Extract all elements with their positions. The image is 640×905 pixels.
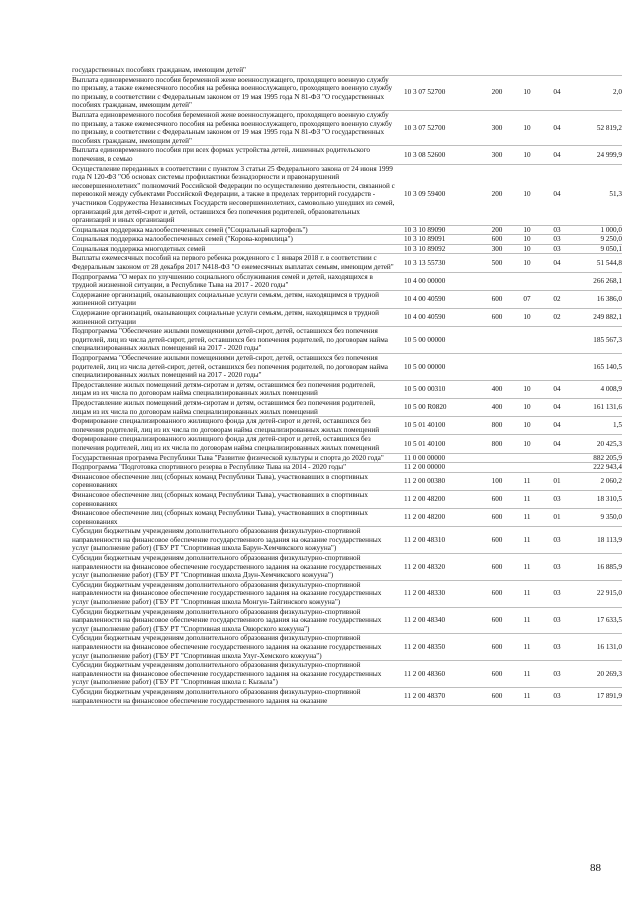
row-section: 11 — [523, 535, 531, 544]
table-row — [72, 399, 622, 417]
row-subsection: 04 — [553, 150, 561, 159]
table-row — [72, 688, 622, 706]
table-row — [72, 454, 622, 464]
row-sum: 52 819,2 — [596, 123, 622, 132]
row-sum: 18 113,9 — [597, 535, 622, 544]
row-code: 10 5 00 00310 — [404, 385, 446, 394]
row-expense-type: 200 — [491, 225, 503, 234]
table-row — [72, 527, 622, 554]
row-subsection: 03 — [553, 535, 561, 544]
row-code: 10 3 08 52600 — [404, 150, 446, 159]
row-name: Подпрограмма "Подготовка спортивного резерва в Республике Тыва на 2014 - 2020 годы" — [72, 463, 347, 472]
table-row — [72, 254, 622, 272]
row-name: Финансовое обеспечение лиц (сборных команд Республики Тыва), участвовавших в спортивных соревнованиях — [72, 509, 368, 526]
row-section: 10 — [523, 385, 531, 394]
row-code: 10 3 10 89091 — [404, 235, 446, 244]
row-sum: 185 567,3 — [593, 335, 622, 344]
row-subsection: 03 — [553, 616, 561, 625]
row-expense-type: 400 — [491, 385, 503, 394]
row-section: 11 — [523, 669, 531, 678]
row-sum: 16 885,9 — [596, 562, 622, 571]
row-subsection: 04 — [553, 258, 561, 267]
row-code: 11 2 00 48320 — [404, 562, 446, 571]
row-subsection: 04 — [553, 88, 561, 97]
row-sum: 17 891,9 — [596, 692, 622, 701]
row-expense-type: 800 — [491, 439, 503, 448]
row-code: 10 4 00 40590 — [404, 295, 446, 304]
table-row — [72, 417, 622, 435]
row-sum: 2,0 — [613, 88, 622, 97]
row-name: Подпрограмма "Обеспечение жилыми помещениями детей-сирот, детей, оставшихся без попечения родителей, лиц из числа детей-сирот, детей, оставшихся без попечения родителей, по договорам найма специализированных жилых помещений на 2017 - 2020 годы" — [72, 327, 388, 353]
table-row — [72, 146, 622, 164]
row-sum: 20 425,3 — [596, 439, 622, 448]
row-expense-type: 200 — [491, 190, 503, 199]
row-section: 11 — [523, 513, 531, 522]
row-sum: 18 310,5 — [596, 495, 622, 504]
row-name: Содержание организаций, оказывающих социальные услуги семьям, детям, находящимся в трудной жизненной ситуации — [72, 290, 379, 308]
row-subsection: 04 — [553, 403, 561, 412]
row-code: 10 3 07 52700 — [404, 123, 446, 132]
row-name: Субсидии бюджетным учреждениям дополнительного образования физкультурно-спортивной направленности на финансовое обеспечение государственного задания на оказание государственных услуг (выполнение работ) (ГБУ РТ "Спортивная школа Улуг-Хемского кожууна") — [72, 634, 382, 660]
row-name: Выплата единовременного пособия беременной жене военнослужащего, проходящего военную службу по призыву, а также ежемесячного пособия на ребенка военнослужащего, проходящего военную службу по призыву, в соответствии с Федеральным законом от 19 мая 1995 года N 81-ФЗ "О государственных пособиях гражданам, имеющим детей" — [72, 75, 393, 110]
table-row — [72, 111, 622, 146]
row-code: 10 5 01 40100 — [404, 439, 446, 448]
row-expense-type: 600 — [491, 513, 503, 522]
row-sum: 1,5 — [613, 421, 622, 430]
row-sum: 165 140,5 — [593, 362, 622, 371]
row-subsection: 04 — [553, 123, 561, 132]
table-row — [72, 509, 622, 527]
row-name: Субсидии бюджетным учреждениям дополнительного образования физкультурно-спортивной направленности на финансовое обеспечение государственного задания на оказание государственных услуг (выполнение работ) (ГБУ РТ "Спортивная школа Монгун-Тайгинского кожууна") — [72, 580, 382, 607]
row-name: Финансовое обеспечение лиц (сборных команд Республики Тыва), участвовавших в спортивных соревнованиях — [72, 490, 368, 508]
row-sum: 161 131,6 — [593, 403, 622, 412]
row-section: 10 — [523, 421, 531, 430]
row-name: Субсидии бюджетным учреждениям дополнительного образования физкультурно-спортивной направленности на финансовое обеспечение государственного задания на оказание государственных услуг (выполнение работ) (ГБУ РТ "Спортивная школа Барун-Хемчикского кожууна") — [72, 527, 382, 553]
row-name: Субсидии бюджетным учреждениям дополнительного образования физкультурно-спортивной направленности на финансовое обеспечение государственного задания на оказание — [72, 687, 361, 705]
row-subsection: 04 — [553, 190, 561, 199]
table-row — [72, 354, 622, 381]
row-section: 10 — [523, 225, 531, 234]
row-section: 07 — [523, 295, 531, 304]
row-sum: 222 943,4 — [593, 463, 622, 472]
row-expense-type: 600 — [491, 589, 503, 598]
row-sum: 24 999,9 — [596, 150, 622, 159]
row-name: Формирование специализированного жилищного фонда для детей-сирот и детей, оставшихся без попечения родителей, лиц из их числа по договорам найма специализированных жилых помещений — [72, 417, 380, 434]
table-row — [72, 291, 622, 309]
row-expense-type: 600 — [491, 313, 503, 322]
row-sum: 2 060,2 — [600, 477, 622, 486]
row-expense-type: 600 — [491, 535, 503, 544]
row-sum: 1 000,0 — [600, 225, 622, 234]
row-name: Субсидии бюджетным учреждениям дополнительного образования физкультурно-спортивной направленности на финансовое обеспечение государственного задания на оказание государственных услуг (выполнение работ) (ГБУ РТ "Спортивная школа Овюрского кожууна") — [72, 607, 382, 633]
row-name: Формирование специализированного жилищного фонда для детей-сирот и детей, оставшихся без попечения родителей, лиц из их числа по договорам найма специализированных жилых помещений — [72, 435, 380, 452]
row-code: 10 5 00 R0820 — [404, 403, 447, 412]
row-subsection: 03 — [553, 643, 561, 651]
row-section: 11 — [523, 589, 531, 598]
row-expense-type: 600 — [491, 616, 503, 625]
table-row — [72, 608, 622, 635]
row-section: 10 — [523, 123, 531, 132]
row-expense-type: 600 — [491, 692, 503, 701]
table-row — [72, 165, 622, 226]
row-code: 11 2 00 00380 — [404, 477, 446, 486]
row-code: 11 2 00 48340 — [404, 616, 446, 625]
row-code: 10 3 07 52700 — [404, 88, 446, 97]
row-expense-type: 800 — [491, 421, 503, 430]
row-name: Предоставление жилых помещений детям-сиротам и детям, оставшимся без попечения родителей, лицам из их числа по договорам найма специализированных жилых помещений — [72, 398, 376, 416]
table-row — [72, 235, 622, 245]
row-section: 11 — [523, 495, 531, 504]
row-name: Выплата единовременного пособия при всех формах устройства детей, лишенных родительского попечения, в семью — [72, 146, 371, 163]
row-name: Социальная поддержка малообеспеченных семей ("Корова-кормилица") — [72, 235, 293, 244]
row-expense-type: 600 — [491, 562, 503, 571]
row-section: 10 — [523, 313, 531, 322]
row-section: 11 — [523, 692, 531, 701]
row-code: 10 5 00 00000 — [404, 362, 446, 371]
table-row — [72, 661, 622, 688]
table-row — [72, 473, 622, 491]
row-code: 11 2 00 00000 — [404, 463, 446, 472]
row-code: 10 4 00 40590 — [404, 313, 446, 322]
row-expense-type: 600 — [491, 669, 503, 678]
row-name: Финансовое обеспечение лиц (сборных команд Республики Тыва), участвовавших в спортивных соревнованиях — [72, 472, 368, 490]
table-row — [72, 381, 622, 399]
row-code: 11 0 00 00000 — [404, 453, 446, 462]
row-name: Выплаты ежемесячных пособий на первого ребенка рожденного с 1 января 2018 г. в соответствии с Федеральным законом от 28 декабря 2017 N418-ФЗ "О ежемесячных выплатах семьям, имеющим детей" — [72, 254, 394, 272]
row-section: 11 — [523, 616, 531, 625]
row-subsection: 03 — [553, 495, 561, 504]
row-code: 10 3 10 89090 — [404, 225, 446, 234]
row-section: 11 — [523, 477, 531, 486]
row-sum: 882 205,9 — [593, 453, 622, 462]
row-expense-type: 600 — [491, 643, 503, 651]
row-name: Субсидии бюджетным учреждениям дополнительного образования физкультурно-спортивной направленности на финансовое обеспечение государственного задания на оказание государственных услуг (выполнение работ) (ГБУ РТ "Спортивная школа г. Кызыла") — [72, 661, 382, 687]
row-sum: 9 250,0 — [600, 235, 622, 244]
row-code: 11 2 00 48350 — [404, 643, 446, 651]
row-sum: 9 050,1 — [600, 244, 622, 253]
row-expense-type: 600 — [491, 295, 503, 304]
row-section: 10 — [523, 88, 531, 97]
row-code: 10 3 13 55730 — [404, 258, 446, 267]
table-row — [72, 327, 622, 354]
row-code: 10 3 09 59400 — [404, 190, 446, 199]
row-code: 11 2 00 48360 — [404, 669, 446, 678]
row-sum: 4 008,9 — [600, 385, 622, 394]
page-number: 88 — [590, 862, 601, 874]
row-sum: 16 386,0 — [596, 295, 622, 304]
row-name: Содержание организаций, оказывающих социальные услуги семьям, детям, находящимся в трудной жизненной ситуации — [72, 309, 379, 326]
row-code: 11 2 00 48370 — [404, 692, 446, 701]
row-section: 11 — [523, 643, 531, 651]
row-expense-type: 600 — [491, 495, 503, 504]
row-subsection: 04 — [553, 421, 561, 430]
row-name: Субсидии бюджетным учреждениям дополнительного образования физкультурно-спортивной направленности на финансовое обеспечение государственного задания на оказание государственных услуг (выполнение работ) (ГБУ РТ "Спортивная школа Дзун-Хемчикского кожууна") — [72, 554, 382, 580]
row-subsection: 03 — [553, 562, 561, 571]
row-section: 10 — [523, 258, 531, 267]
row-expense-type: 100 — [491, 477, 503, 486]
row-code: 10 3 10 89092 — [404, 244, 446, 253]
row-sum: 51,3 — [609, 190, 622, 199]
row-code: 11 2 00 48200 — [404, 513, 446, 522]
row-sum: 17 633,5 — [596, 616, 622, 625]
row-code: 11 2 00 48330 — [404, 589, 446, 598]
table-row — [72, 273, 622, 291]
table-row — [72, 463, 622, 473]
row-subsection: 03 — [553, 589, 561, 598]
table-row — [72, 435, 622, 453]
row-section: 10 — [523, 403, 531, 412]
row-subsection: 02 — [553, 295, 561, 304]
table-row — [72, 226, 622, 236]
row-name: Государственная программа Республики Тыва "Развитие физической культуры и спорта до 2020 года" — [72, 453, 384, 462]
row-subsection: 03 — [553, 225, 561, 234]
row-subsection: 01 — [553, 513, 561, 522]
row-section: 10 — [523, 190, 531, 199]
row-sum: 22 915,0 — [596, 589, 622, 598]
row-sum: 16 131,0 — [596, 643, 622, 651]
row-subsection: 03 — [553, 244, 561, 253]
row-subsection: 01 — [553, 477, 561, 486]
row-expense-type: 200 — [491, 88, 503, 97]
row-section: 11 — [523, 562, 531, 571]
row-subsection: 02 — [553, 313, 561, 322]
row-section: 10 — [523, 439, 531, 448]
row-section: 10 — [523, 235, 531, 244]
table-row — [72, 66, 622, 76]
row-section: 10 — [523, 244, 531, 253]
row-expense-type: 400 — [491, 403, 503, 412]
row-section: 10 — [523, 150, 531, 159]
budget-table — [72, 66, 622, 706]
row-sum: 249 882,1 — [593, 313, 622, 322]
row-name: Подпрограмма "Обеспечение жилыми помещениями детей-сирот, детей, оставшихся без попечения родителей, лиц из числа детей-сирот, детей, оставшихся без попечения родителей, по договорам найма специализированных жилых помещений на 2017 - 2020 годы" — [72, 354, 388, 380]
row-name: Предоставление жилых помещений детям-сиротам и детям, оставшимся без попечения родителей, лицам из их числа по договорам найма специализированных жилых помещений — [72, 380, 376, 398]
row-sum: 51 544,8 — [596, 258, 622, 267]
row-sum: 266 268,1 — [593, 276, 622, 285]
row-expense-type: 300 — [491, 244, 503, 253]
row-subsection: 04 — [553, 439, 561, 448]
row-code: 10 5 01 40100 — [404, 421, 446, 430]
row-subsection: 03 — [553, 692, 561, 701]
row-sum: 20 269,3 — [596, 669, 622, 678]
row-name: Выплата единовременного пособия беременной жене военнослужащего, проходящего военную службу по призыву, а также ежемесячного пособия на ребенка военнослужащего, проходящего военную службу по призыву, в соответствии с Федеральным законом от 19 мая 1995 года N 81-ФЗ "О государственных пособиях гражданам, имеющим детей" — [72, 110, 393, 145]
row-name: государственных пособиях гражданам, имеющим детей" — [72, 66, 246, 74]
row-subsection: 04 — [553, 385, 561, 394]
table-row — [72, 634, 622, 661]
row-subsection: 03 — [553, 235, 561, 244]
row-name: Социальная поддержка малообеспеченных семей ("Социальный картофель") — [72, 225, 308, 234]
row-sum: 9 350,0 — [600, 513, 622, 522]
row-code: 10 4 00 00000 — [404, 276, 446, 285]
row-expense-type: 600 — [491, 235, 503, 244]
table-row — [72, 491, 622, 509]
row-subsection: 03 — [553, 669, 561, 678]
table-row — [72, 76, 622, 111]
row-name: Социальная поддержка многодетных семей — [72, 244, 206, 253]
row-name: Подпрограмма "О мерах по улучшению социального обслуживания семей и детей, находящихся в трудной жизненной ситуации, в Республике Тыва на 2017 - 2020 годы" — [72, 272, 373, 290]
table-row — [72, 554, 622, 581]
row-code: 11 2 00 48310 — [404, 535, 446, 544]
table-row — [72, 309, 622, 327]
table-row — [72, 581, 622, 608]
row-expense-type: 500 — [491, 258, 503, 267]
table-row — [72, 245, 622, 255]
row-name: Осуществление переданных в соответствии с пунктом 3 статьи 25 Федерального закона от 24 июня 1999 года N 120-ФЗ "Об основах системы профилактики безнадзорности и правонарушений несовершеннолетних" полномочий Российской Федерации по осуществлению деятельности, связанной с перевозкой между субъектами Российской Федерации, а также в пределах территорий государств - участников Содружества Независимых Государств несовершеннолетних, самовольно ушедших из семей, организаций для детей-сирот и детей, оставшихся без попечения родителей, образовательных организаций и иных организаций — [72, 164, 395, 225]
row-code: 11 2 00 48200 — [404, 495, 446, 504]
row-expense-type: 300 — [491, 123, 503, 132]
row-code: 10 5 00 00000 — [404, 335, 446, 344]
row-expense-type: 300 — [491, 150, 503, 159]
